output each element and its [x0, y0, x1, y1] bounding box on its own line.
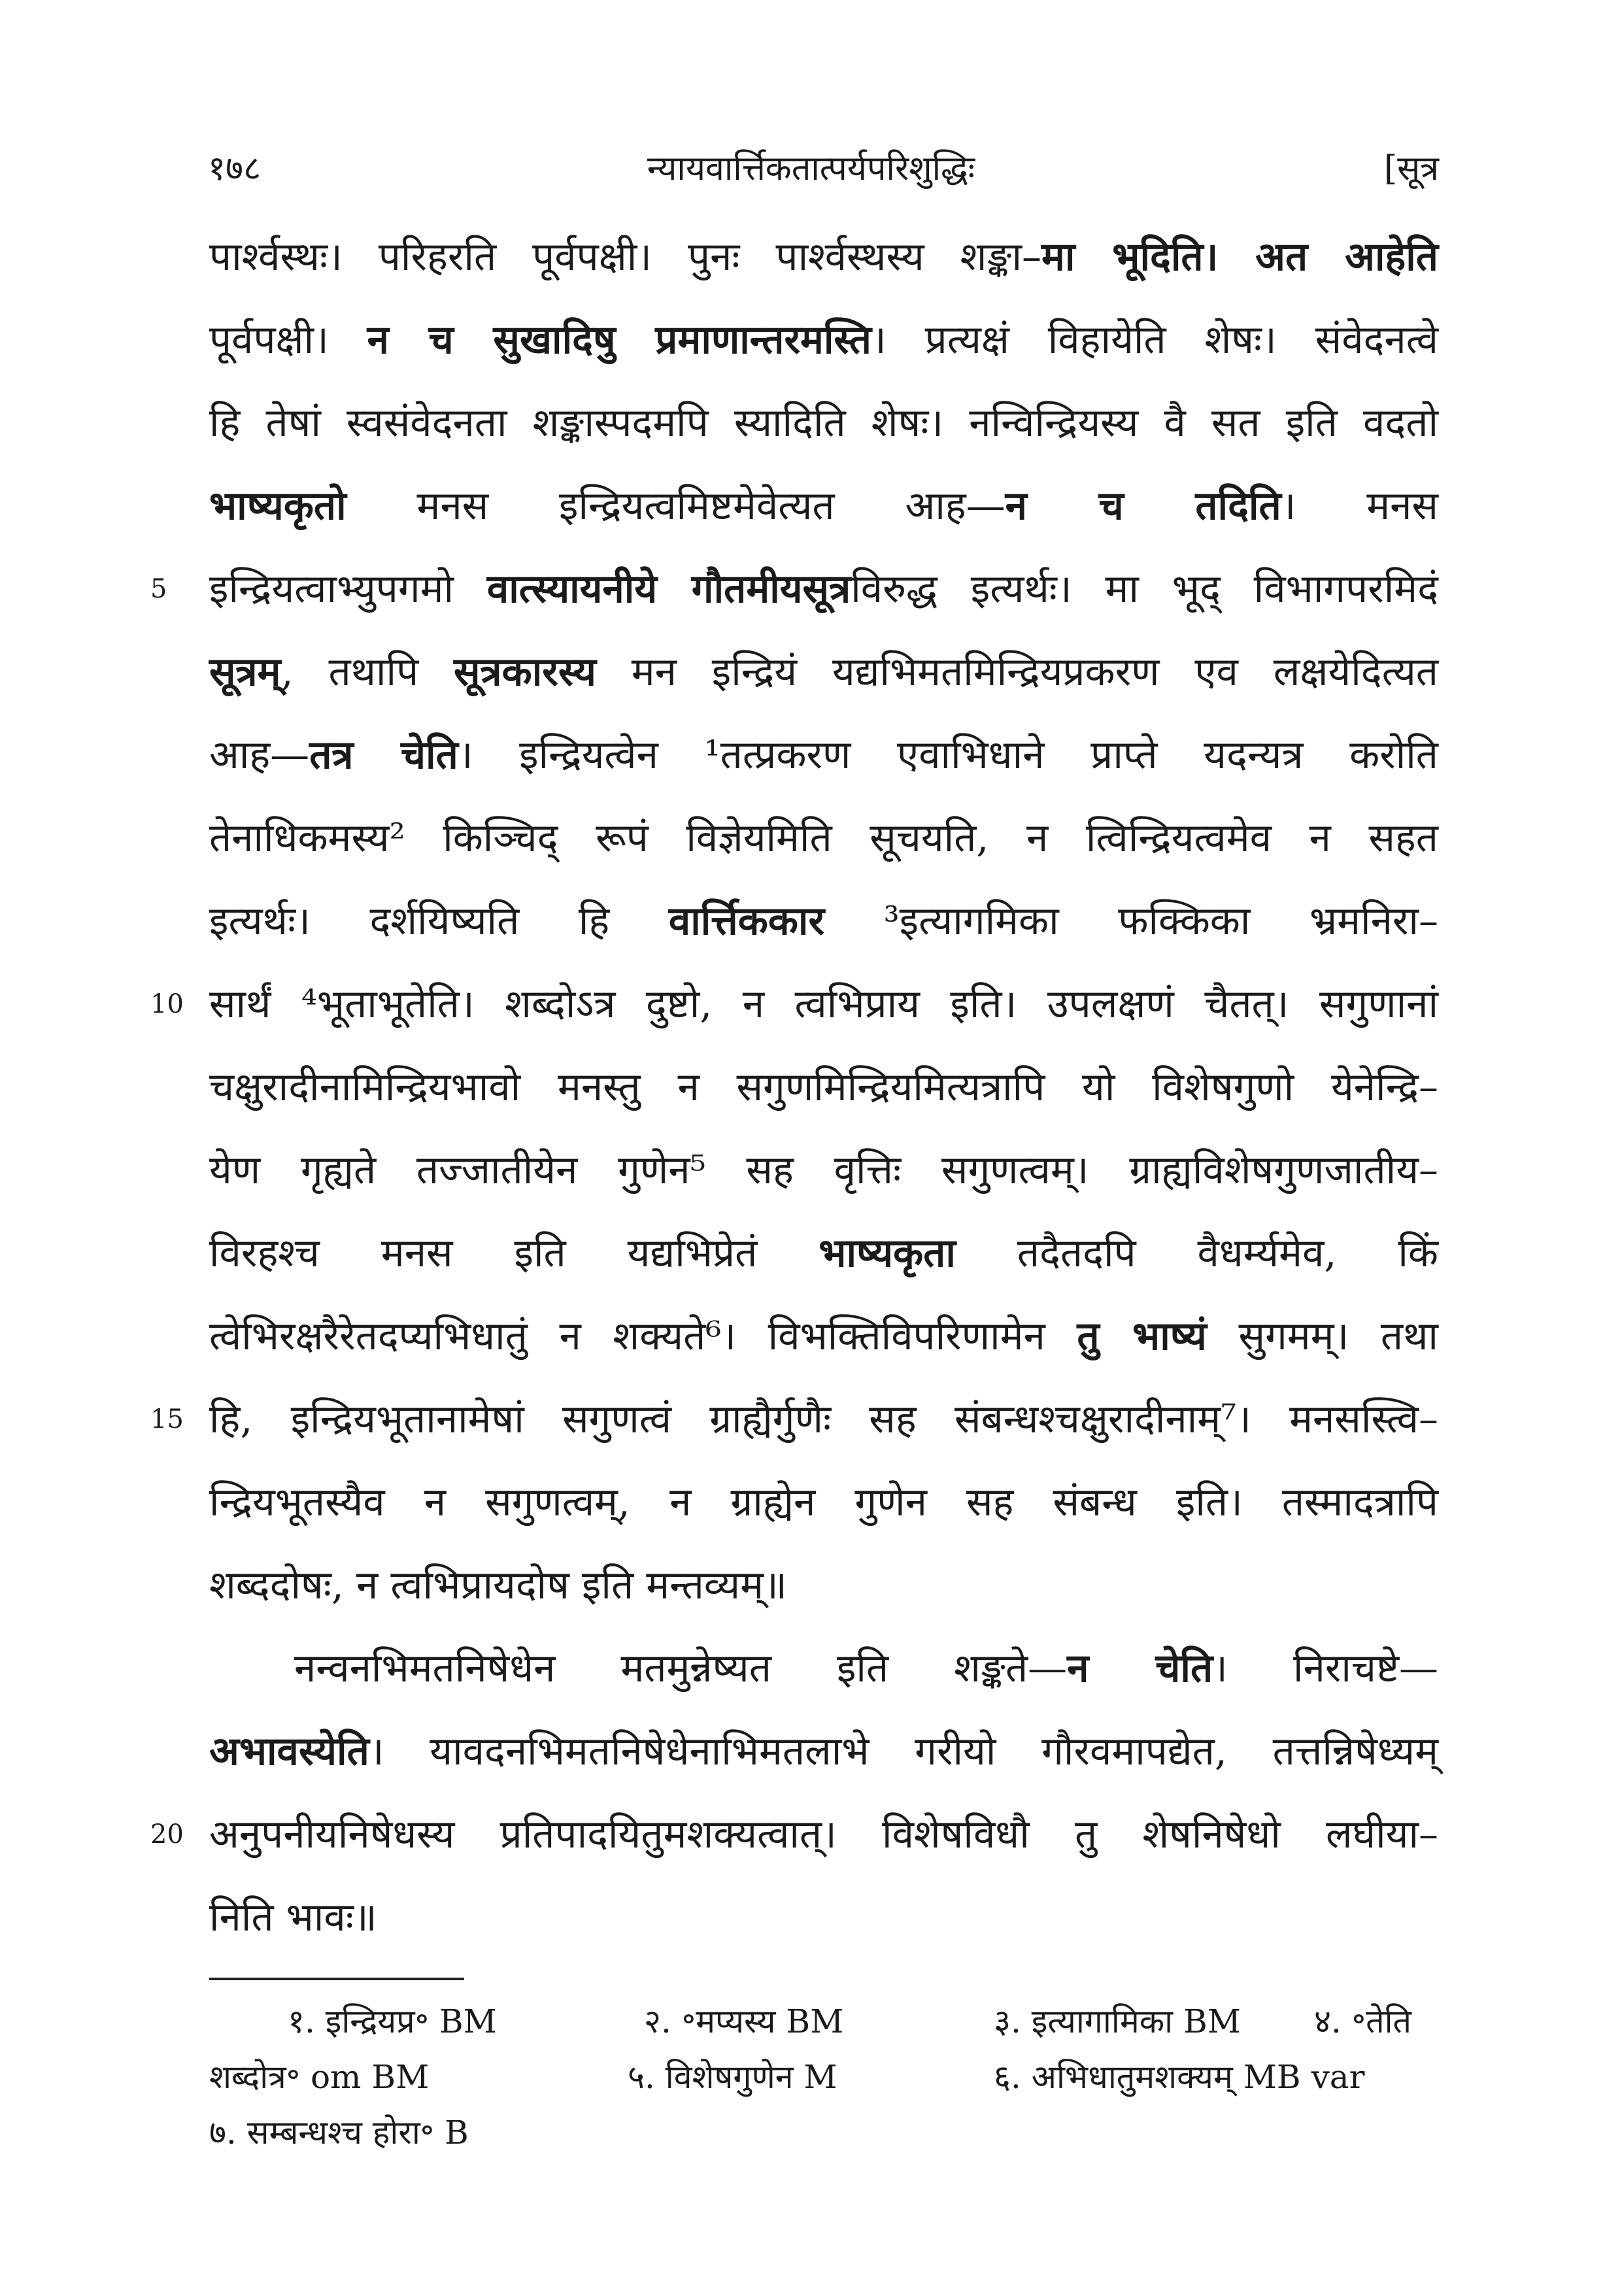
text-segment: इत्यर्थः। दर्शयिष्यति हि	[209, 898, 669, 944]
text-segment: अनुपनीयनिषेधस्य प्रतिपादयितुमशक्यत्वात्। विशेषविधौ तु शेषनिषेधो लघीया–	[209, 1812, 1438, 1857]
main-text	[150, 216, 1439, 1959]
text-segment: मनस इन्द्रियत्वमिष्टमेवेत्यत आह—	[346, 483, 1005, 529]
text-line	[209, 880, 1438, 963]
bold-lemma: तत्र चेति	[309, 732, 458, 778]
footnote-4-continued: शब्दोत्र॰ om BM	[209, 2058, 430, 2096]
bold-lemma: मा भूदिति। अत आहेति	[1041, 234, 1438, 280]
page-number: १७८	[208, 149, 262, 188]
section-label: [सूत्र	[1383, 149, 1439, 188]
page-header	[0, 131, 1622, 190]
text-segment: न्द्रियभूतस्यैव न सगुणत्वम्, न ग्राह्येन गुणेन सह संबन्ध इति। तस्मादत्रापि	[209, 1479, 1438, 1525]
text-segment: सुगमम्। तथा	[1206, 1313, 1438, 1359]
text-line	[209, 1129, 1438, 1212]
footnote-2: २. ॰मप्यस्य BM	[644, 2002, 844, 2040]
footnote-row	[209, 1994, 1438, 2050]
text-segment: हि तेषां स्वसंवेदनता शङ्कास्पदमपि स्यादिति शेषः। नन्विन्द्रियस्य वै सत इति वदतो	[209, 400, 1438, 446]
text-segment: नन्वनभिमतनिषेधेन मतमुन्नेष्यत इति शङ्कते—	[294, 1646, 1068, 1691]
text-line	[209, 1627, 1438, 1710]
footnote-rule	[209, 1978, 464, 1980]
bold-lemma: वार्त्तिककार	[668, 898, 824, 944]
bold-lemma: सूत्रम्	[209, 649, 281, 695]
text-segment: । मनस	[1281, 483, 1438, 529]
bold-lemma: तु भाष्यं	[1077, 1313, 1207, 1359]
text-line	[209, 299, 1438, 382]
text-segment: हि, इन्द्रियभूतानामेषां सगुणत्वं ग्राह्यैर्गुणैः सह संबन्धश्चक्षुरादीनाम्⁷। मनसस्त्वि–	[209, 1396, 1438, 1442]
text-segment: तेनाधिकमस्य² किञ्चिद् रूपं विज्ञेयमिति सूचयति, न त्विन्द्रियत्वमेव न सहत	[209, 815, 1438, 861]
text-line	[150, 963, 1438, 1046]
text-segment: आह—	[209, 732, 310, 778]
text-segment: , तथापि	[280, 649, 454, 695]
text-segment: । प्रत्यक्षं विहायेति शेषः। संवेदनत्वे	[871, 317, 1438, 363]
text-line	[150, 548, 1438, 631]
text-segment: निति भावः॥	[209, 1895, 377, 1940]
footnote-row	[209, 2105, 1438, 2161]
bold-lemma: वात्स्यायनीये गौतमीयसूत्र	[486, 566, 851, 612]
text-line	[150, 1378, 1438, 1461]
bold-lemma: अभावस्येति	[209, 1729, 369, 1774]
text-segment: । निराचष्टे—	[1213, 1646, 1439, 1691]
bold-lemma: न च तदिति	[1005, 483, 1281, 529]
line-number: 20	[150, 1819, 184, 1849]
text-segment: मन इन्द्रियं यद्यभिमतमिन्द्रियप्रकरण एव लक्षयेदित्यत	[596, 649, 1438, 695]
running-title: न्यायवार्त्तिकतात्पर्यपरिशुद्धिः	[647, 149, 975, 188]
bold-lemma: सूत्रकारस्य	[453, 649, 596, 695]
bold-lemma: न च सुखादिषु प्रमाणान्तरमस्ति	[367, 317, 871, 363]
footnote-4: ४. ॰तेति	[1314, 2002, 1412, 2040]
text-line	[209, 216, 1438, 299]
text-line	[209, 1461, 1438, 1544]
text-line	[209, 797, 1438, 880]
text-line	[209, 1212, 1438, 1295]
footnote-3: ३. इत्यागामिका BM	[994, 2002, 1241, 2040]
text-segment: पूर्वपक्षी।	[209, 317, 367, 363]
text-segment: ³इत्यागमिका फक्किका भ्रमनिरा–	[824, 898, 1438, 944]
bold-lemma: न चेति	[1067, 1646, 1213, 1691]
bold-lemma: भाष्यकृतो	[209, 483, 346, 529]
text-line	[209, 1876, 1438, 1959]
text-segment: विरुद्ध इत्यर्थः। मा भूद् विभागपरमिदं	[851, 566, 1438, 612]
text-segment: । इन्द्रियत्वेन ¹तत्प्रकरण एवाभिधाने प्राप्ते यदन्यत्र करोति	[458, 732, 1438, 778]
text-line	[150, 1793, 1438, 1876]
text-segment: त्वेभिरक्षरैरेतदप्यभिधातुं न शक्यते⁶। विभक्तिविपरिणामेन	[209, 1313, 1077, 1359]
footnote-6: ६. अभिधातुमशक्यम् MB var	[994, 2058, 1365, 2096]
footnote-row	[209, 2050, 1438, 2105]
text-segment: इन्द्रियत्वाभ्युपगमो	[209, 566, 487, 612]
text-segment: पार्श्वस्थः। परिहरति पूर्वपक्षी। पुनः पार्श्वस्थस्य शङ्का–	[209, 234, 1042, 280]
line-number: 10	[150, 989, 184, 1019]
footnote-1: १. इन्द्रियप्र॰ BM	[288, 2002, 497, 2040]
text-line	[209, 631, 1438, 714]
footnote-5: ५. विशेषगुणेन M	[628, 2058, 837, 2096]
text-segment: शब्ददोषः, न त्वभिप्रायदोष इति मन्तव्यम्॥	[209, 1562, 787, 1608]
text-line	[209, 714, 1438, 797]
text-line	[209, 1295, 1438, 1378]
text-segment: विरहश्च मनस इति यद्यभिप्रेतं	[209, 1230, 819, 1276]
text-segment: । यावदनभिमतनिषेधेनाभिमतलाभे गरीयो गौरवमापद्येत, तत्तन्निषेध्यम्	[369, 1729, 1438, 1774]
text-segment: सार्थं ⁴भूताभूतेति। शब्दोऽत्र दुष्टो, न त्वभिप्राय इति। उपलक्षणं चैतत्। सगुणानां	[209, 981, 1438, 1027]
line-number: 5	[150, 574, 167, 604]
footnote-7: ७. सम्बन्धश्च होरा॰ B	[209, 2114, 469, 2152]
text-line	[209, 1710, 1438, 1793]
line-number: 15	[150, 1404, 184, 1434]
text-segment: येण गृह्यते तज्जातीयेन गुणेन⁵ सह वृत्तिः सगुणत्वम्। ग्राह्यविशेषगुणजातीय–	[209, 1147, 1438, 1193]
text-line	[209, 1046, 1438, 1129]
text-line	[209, 382, 1438, 465]
text-segment: तदैतदपि वैधर्म्यमेव, किं	[955, 1230, 1438, 1276]
bold-lemma: भाष्यकृता	[819, 1230, 956, 1276]
text-line	[209, 1544, 1438, 1627]
text-segment: चक्षुरादीनामिन्द्रियभावो मनस्तु न सगुणमिन्द्रियमित्यत्रापि यो विशेषगुणो येनेन्द्रि–	[209, 1064, 1438, 1110]
footnotes	[209, 1994, 1438, 2161]
text-line	[209, 465, 1438, 548]
